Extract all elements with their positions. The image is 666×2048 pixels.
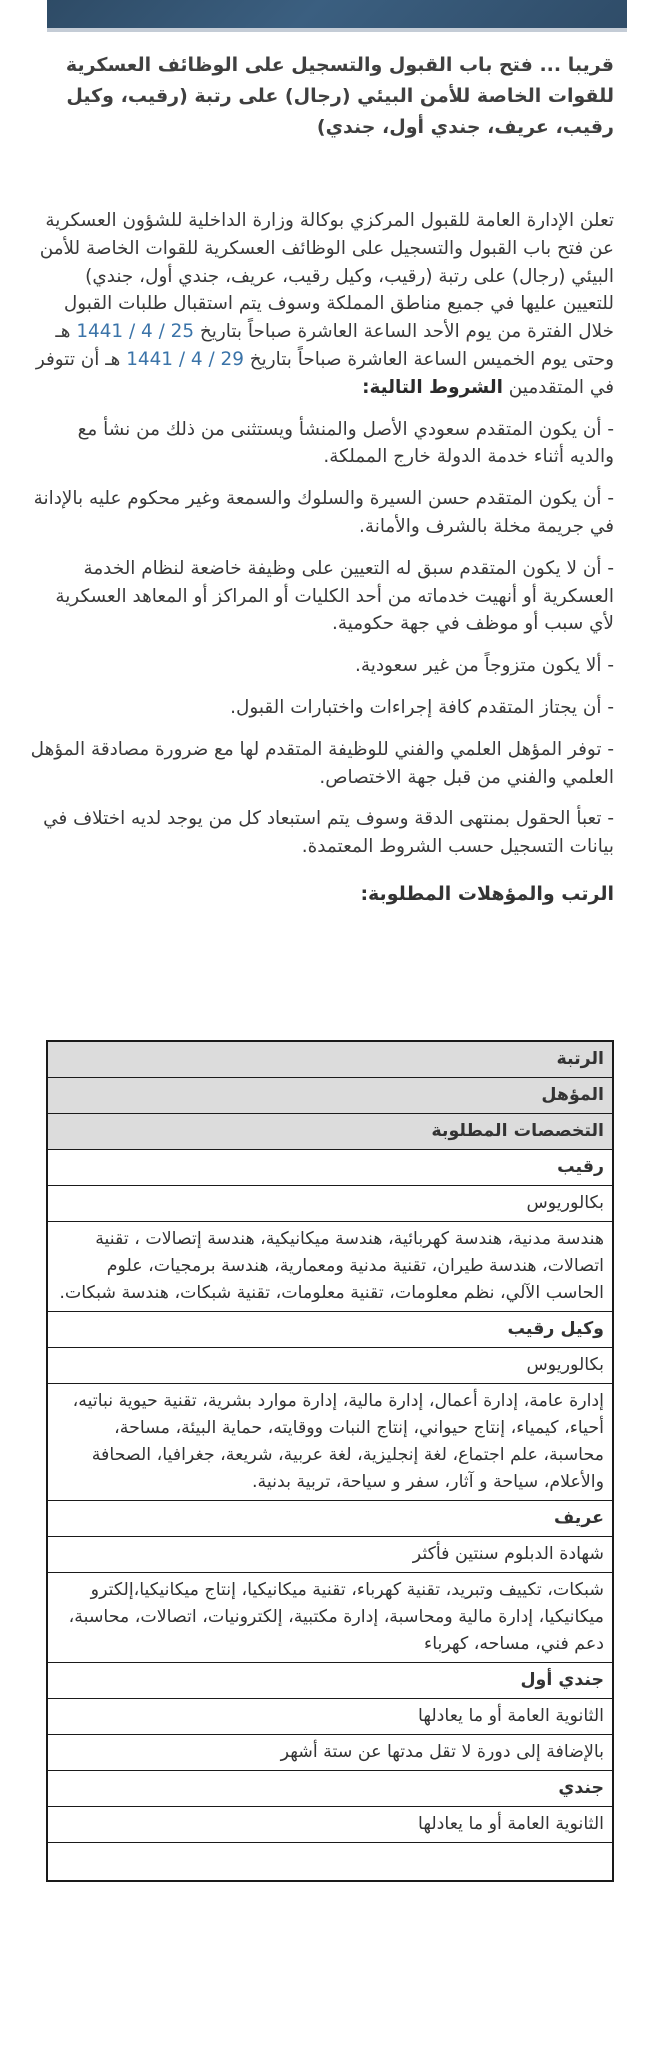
rank-cell: رقيب bbox=[47, 1150, 613, 1186]
intro-text-3: هـ أن تتوفر في المتقدمين bbox=[35, 348, 614, 398]
condition-item: - أن يجتاز المتقدم كافة إجراءات واختبارات القبول. bbox=[230, 696, 614, 718]
table-row bbox=[47, 1807, 613, 1843]
table-row bbox=[47, 1771, 613, 1807]
header-cell-rank: الرتبة bbox=[47, 1041, 613, 1078]
intro-text-1: تعلن الإدارة العامة للقبول المركزي بوكالة وزارة الداخلية للشؤون العسكرية عن فتح باب القبول والتسجيل على الوظائف العسكرية للقوات الخاصة للأمن البيئي (رجال) على رتبة (رقيب، وكيل رقيب، عريف، جندي أول، جندي) للتعيين عليها في جميع مناطق المملكة وسوف يتم استقبال طلبات القبول خلال الفترة من يوم الأحد الساعة العاشرة صباحاً بتاريخ bbox=[39, 210, 614, 343]
article-headline: قريبا ... فتح باب القبول والتسجيل على الوظائف العسكرية للقوات الخاصة للأمن البيئي (رجال) على رتبة (رقيب، وكيل رقيب، عريف، جندي أول، جندي) bbox=[65, 54, 614, 138]
table-row bbox=[47, 1186, 613, 1222]
table-row bbox=[47, 1735, 613, 1771]
condition-item: - ألا يكون متزوجاً من غير سعودية. bbox=[355, 655, 614, 677]
header-cell-specialties: التخصصات المطلوبة bbox=[47, 1114, 613, 1150]
end-date: 29 / 4 / 1441 bbox=[126, 348, 244, 370]
intro-text-2: هـ وحتى يوم الخميس الساعة العاشرة صباحاً بتاريخ bbox=[55, 321, 614, 370]
specialties-cell: شبكات، تكييف وتبريد، تقنية كهرباء، تقنية ميكانيكيا، إنتاج ميكانيكيا،إلكترو ميكانيكيا، إدارة مالية ومحاسبة، إدارة مكتبية، إلكترونيات، اتصالات، محاسبة، دعم فني، مساحه، كهرباء bbox=[47, 1573, 613, 1663]
specialties-cell: بالإضافة إلى دورة لا تقل مدتها عن ستة أشهر bbox=[47, 1735, 613, 1771]
qualification-cell: بكالوريوس bbox=[47, 1348, 613, 1384]
specialties-cell: إدارة عامة، إدارة أعمال، إدارة مالية، إدارة موارد بشرية، تقنية حيوية نباتيه، أحياء، كيمياء، إنتاج حيواني، إنتاج النبات ووقايته، حماية البيئة، مساحة، محاسبة، علم اجتماع، لغة إنجليزية، لغة عربية، شريعة، جغرافيا، الصحافة والأعلام، سياحة و آثار، سفر و سياحة، تربية بدنية. bbox=[47, 1384, 613, 1501]
specialties-cell bbox=[47, 1843, 613, 1881]
qualification-cell: بكالوريوس bbox=[47, 1186, 613, 1222]
condition-item: - أن يكون المتقدم حسن السيرة والسلوك والسمعة وغير محكوم عليه بالإدانة في جريمة مخلة بالشرف والأمانة. bbox=[33, 488, 614, 537]
table-row bbox=[47, 1348, 613, 1384]
qualification-cell: الثانوية العامة أو ما يعادلها bbox=[47, 1699, 613, 1735]
table-row bbox=[47, 1222, 613, 1312]
header-cell-qualification: المؤهل bbox=[47, 1078, 613, 1114]
table-row bbox=[47, 1312, 613, 1348]
table-header-row bbox=[47, 1078, 613, 1114]
table-row bbox=[47, 1573, 613, 1663]
condition-item: - أن يكون المتقدم سعودي الأصل والمنشأ ويستثنى من ذلك من نشأ مع والديه أثناء خدمة الدولة خارج المملكة. bbox=[77, 418, 614, 468]
specialties-cell: هندسة مدنية، هندسة كهربائية، هندسة ميكانيكية، هندسة إتصالات ، تقنية اتصالات، هندسة طيران، تقنية مدنية ومعمارية، هندسة برمجيات، علوم الحاسب الآلي، نظم معلومات، تقنية معلومات، تقنية شبكات، هندسة شبكات. bbox=[47, 1222, 613, 1312]
qualification-cell: الثانوية العامة أو ما يعادلها bbox=[47, 1807, 613, 1843]
rank-cell: عريف bbox=[47, 1501, 613, 1537]
article-body bbox=[30, 50, 614, 909]
table-row bbox=[47, 1384, 613, 1501]
condition-item: - توفر المؤهل العلمي والفني للوظيفة المتقدم لها مع ضرورة مصادقة المؤهل العلمي والفني من قبل جهة الاختصاص. bbox=[30, 738, 614, 788]
condition-item: - أن لا يكون المتقدم سبق له التعيين على وظيفة خاضعة لنظام الخدمة العسكرية أو أنهيت خدماته من أحد الكليات أو المراكز أو المعاهد العسكرية لأي سبب أو موظف في جهة حكومية. bbox=[55, 557, 614, 635]
qualification-cell: شهادة الدبلوم سنتين فأكثر bbox=[47, 1537, 613, 1573]
table-row bbox=[47, 1663, 613, 1699]
ranks-heading: الرتب والمؤهلات المطلوبة: bbox=[360, 882, 614, 905]
rank-cell: وكيل رقيب bbox=[47, 1312, 613, 1348]
table-row bbox=[47, 1843, 613, 1881]
start-date: 25 / 4 / 1441 bbox=[76, 321, 195, 343]
ranks-table bbox=[46, 1040, 614, 1882]
table-row bbox=[47, 1150, 613, 1186]
table-row bbox=[47, 1537, 613, 1573]
conditions-label: الشروط التالية: bbox=[362, 376, 503, 398]
table-row bbox=[47, 1699, 613, 1735]
rank-cell: جندي bbox=[47, 1771, 613, 1807]
table-header-row bbox=[47, 1114, 613, 1150]
table-header-row bbox=[47, 1041, 613, 1078]
rank-cell: جندي أول bbox=[47, 1663, 613, 1699]
intro-paragraph bbox=[30, 207, 614, 402]
condition-item: - تعبأ الحقول بمنتهى الدقة وسوف يتم استبعاد كل من يوجد لديه اختلاف في بيانات التسجيل حسب الشروط المعتمدة. bbox=[43, 808, 614, 858]
table-row bbox=[47, 1501, 613, 1537]
top-banner-image bbox=[47, 0, 627, 32]
